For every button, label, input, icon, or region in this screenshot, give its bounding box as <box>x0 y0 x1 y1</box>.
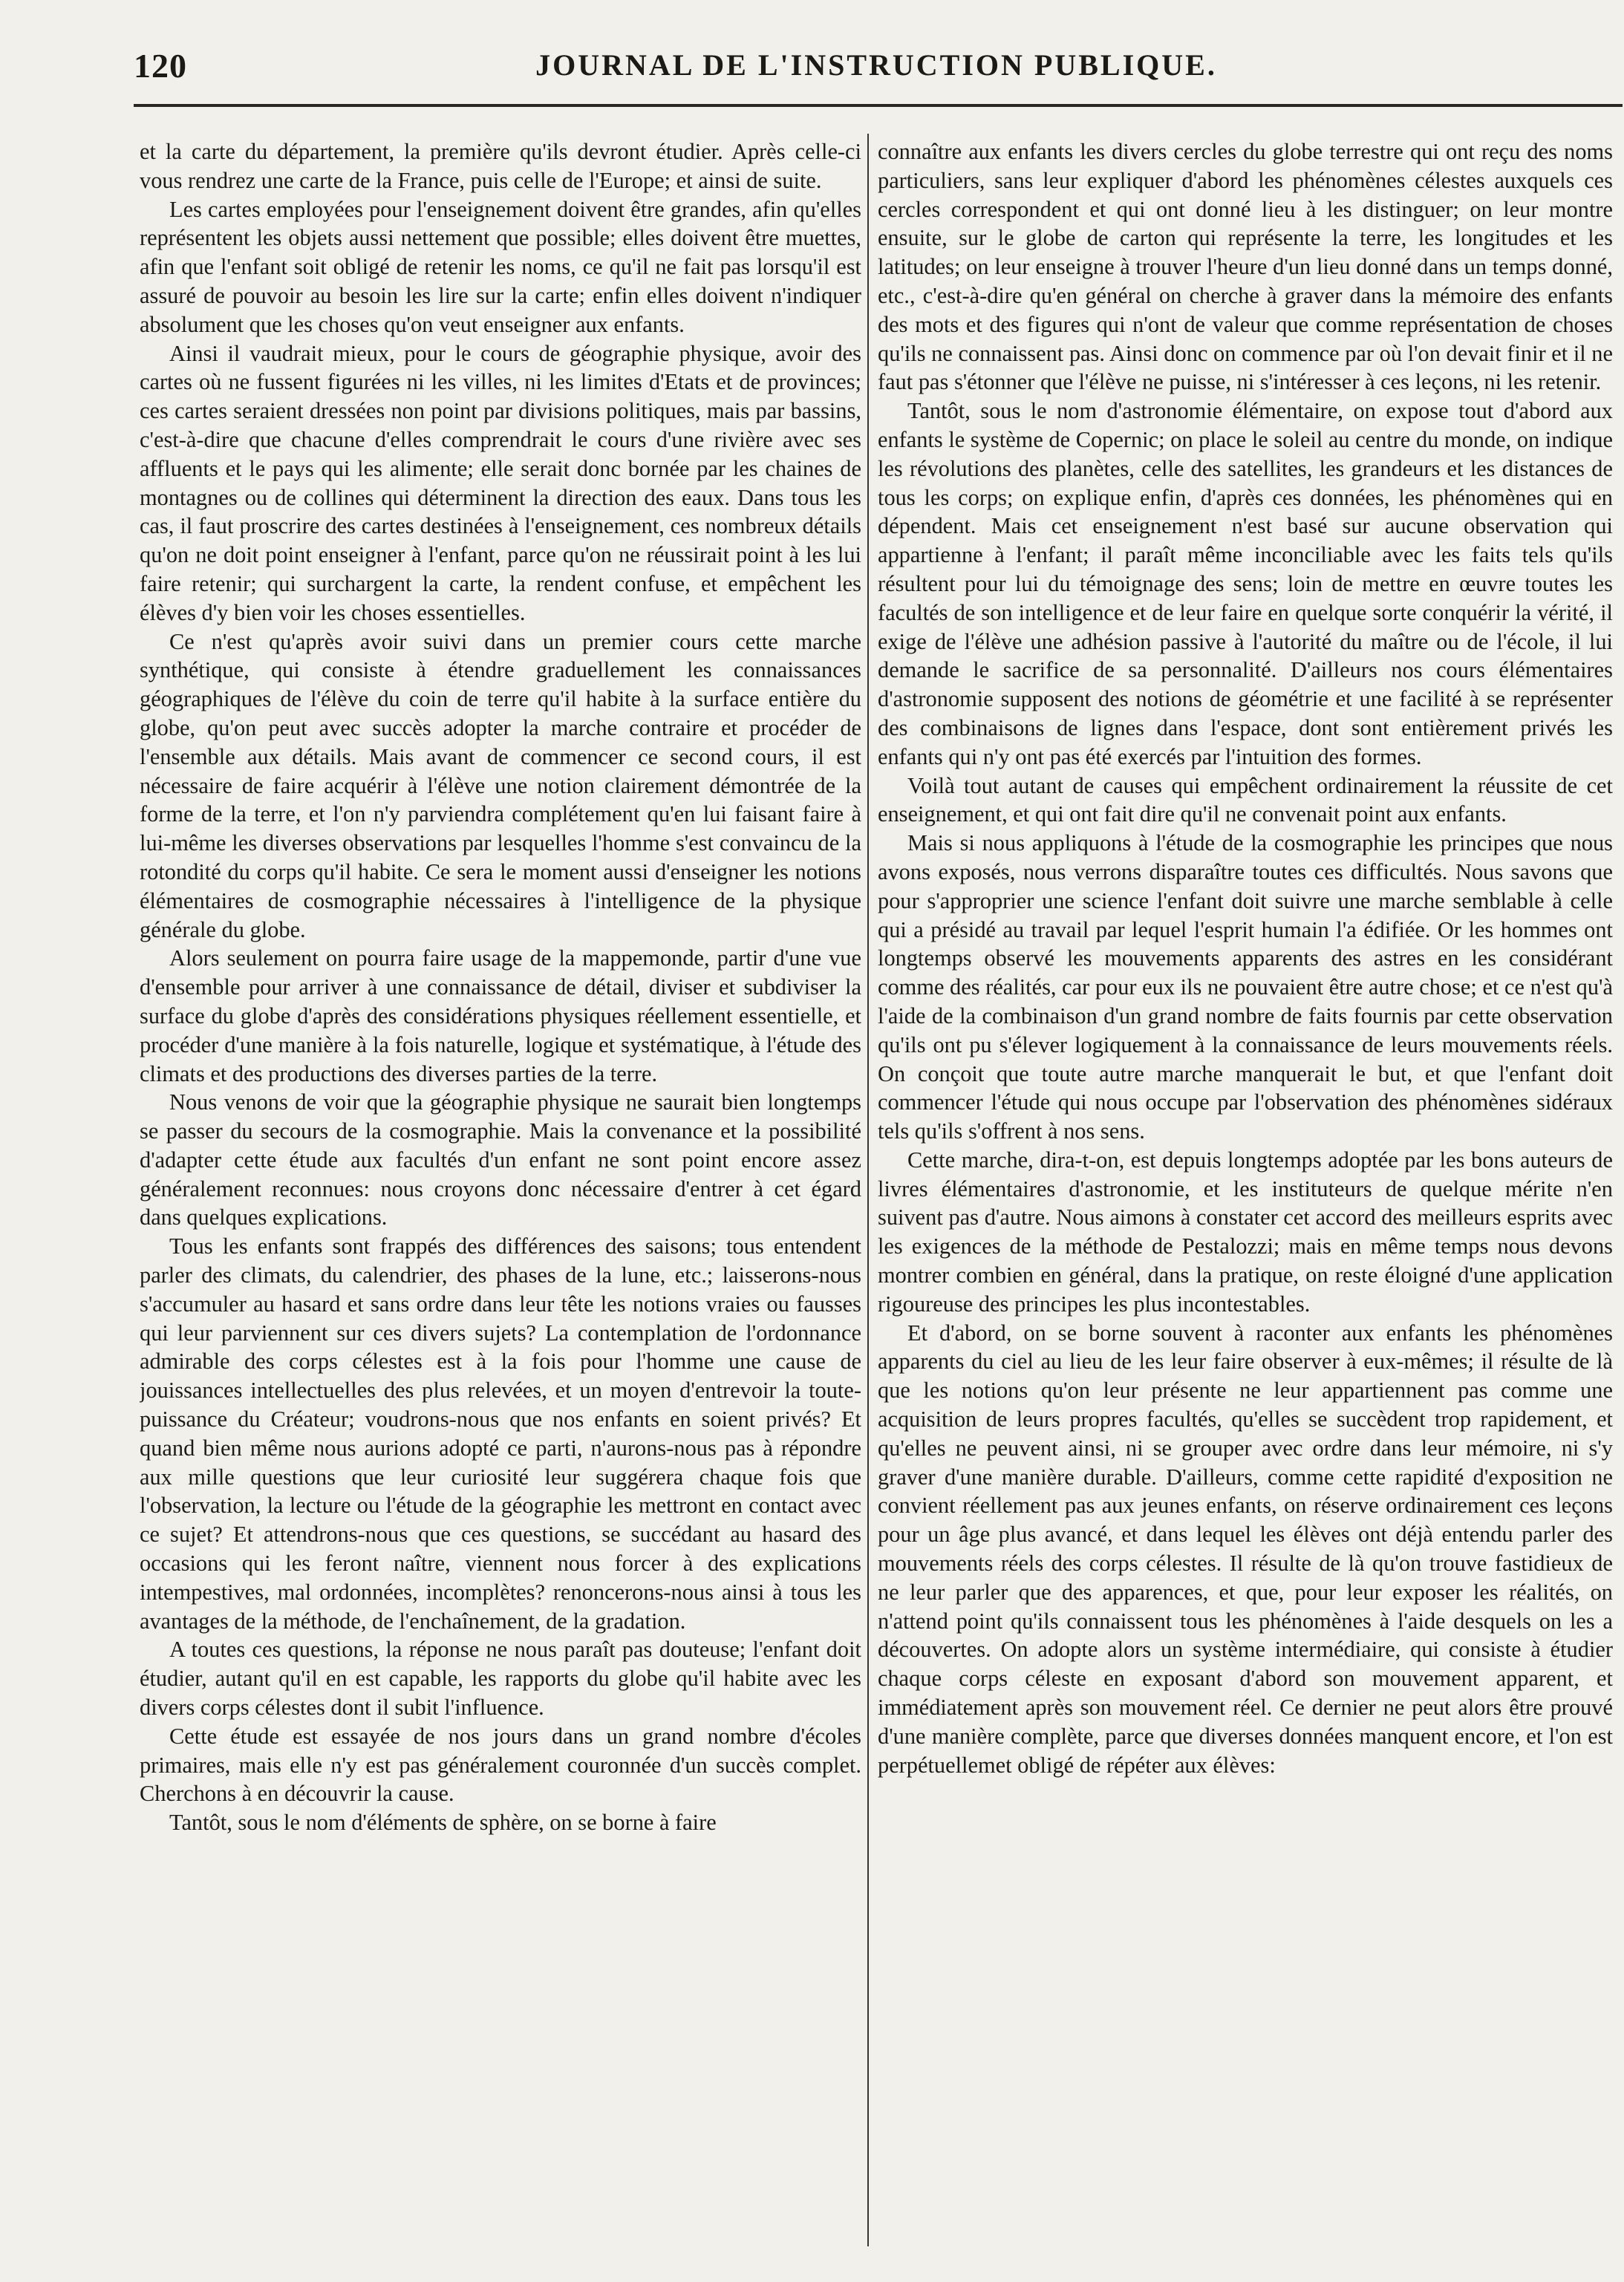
paragraph: connaître aux enfants les divers cercles du globe terrestre qui ont reçu des noms particuliers, sans leur expliquer d'abord les phénomènes célestes auxquels ces cercles correspondent et qui ont donné lieu à les distinguer; on leur montre ensuite, sur le globe de carton qui représente la terre, les longitudes et les latitudes; on leur enseigne à trouver l'heure d'un lieu donné dans un temps donné, etc., c'est-à-dire qu'en général on cherche à graver dans la mémoire des enfants des mots et des figures qui n'ont de valeur que comme représentation de choses qu'ils ne connaissent pas. Ainsi donc on commence par où l'on devait finir et il ne faut pas s'étonner que l'élève ne puisse, ni s'intéresser à ces leçons, ni les retenir. <box>878 139 1613 395</box>
header-rule <box>134 104 1623 107</box>
paragraph: Nous venons de voir que la géographie physique ne saurait bien longtemps se passer du secours de la cosmographie. Mais la convenance et la possibilité d'adapter cette étude aux facultés d'un enfant ne sont point encore assez généralement reconnues: nous croyons donc nécessaire d'entrer à cet égard dans quelques explications. <box>140 1089 861 1230</box>
paragraph: Ce n'est qu'après avoir suivi dans un premier cours cette marche synthétique, qui consiste à étendre graduellement les connaissances géographiques de l'élève du coin de terre qu'il habite à la surface entière du globe, qu'on peut avec succès adopter la marche contraire et procéder de l'ensemble aux détails. Mais avant de commencer ce second cours, il est nécessaire de faire acquérir à l'élève une notion clairement démontrée de la forme de la terre, et l'on n'y parviendra complétement qu'en lui faisant faire à lui-même les diverses observations par lesquelles l'homme s'est convaincu de la rotondité du corps qu'il habite. Ce sera le moment aussi d'enseigner les notions élémentaires de cosmographie nécessaires à l'intelligence de la physique générale du globe. <box>140 628 861 942</box>
paragraph: Tantôt, sous le nom d'astronomie élémentaire, on expose tout d'abord aux enfants le système de Copernic; on place le soleil au centre du monde, on indique les révolutions des planètes, celle des satellites, les grandeurs et les distances de tous les corps; on explique enfin, d'après ces données, les phénomènes qui en dépendent. Mais cet enseignement n'est basé sur aucune observation qui appartienne à l'enfant; il paraît même inconciliable avec les faits tels qu'ils résultent pour lui du témoignage des sens; loin de mettre en œuvre toutes les facultés de son intelligence et de leur faire en quelque sorte conquérir la vérité, il exige de l'élève une adhésion passive à l'autorité du maître ou de l'école, il lui demande le sacrifice de sa personnalité. D'ailleurs nos cours élémentaires d'astronomie supposent des notions de géométrie et une facilité à se représenter des combinaisons de lignes dans l'espace, dont sont entièrement privés les enfants qui n'y ont pas été exercés par l'intuition des formes. <box>878 398 1613 769</box>
paragraph: A toutes ces questions, la réponse ne nous paraît pas douteuse; l'enfant doit étudier, autant qu'il en est capable, les rapports du globe qu'il habite avec les divers corps célestes dont il subit l'influence. <box>140 1637 861 1721</box>
paragraph: Tous les enfants sont frappés des différences des saisons; tous entendent parler des climats, du calendrier, des phases de la lune, etc.; laisserons-nous s'accumuler au hasard et sans ordre dans leur tête les notions vraies ou fausses qui leur parviennent sur ces divers sujets? La contemplation de l'ordonnance admirable des corps célestes est à la fois pour l'homme une cause de jouissances intellectuelles des plus relevées, et un moyen d'entrevoir la toute-puissance du Créateur; voudrons-nous que nos enfants en soient privés? Et quand bien même nous aurions adopté ce parti, n'aurons-nous pas à répondre aux mille questions que leur curiosité leur suggérera chaque fois que l'observation, la lecture ou l'étude de la géographie les mettront en contact avec ce sujet? Et attendrons-nous que ces questions, se succédant au hasard des occasions qui les feront naître, viennent nous forcer à des explications intempestives, mal ordonnées, incomplètes? renoncerons-nous ainsi à tous les avantages de la méthode, de l'enchaînement, de la gradation. <box>140 1233 861 1634</box>
paragraph: Et d'abord, on se borne souvent à raconter aux enfants les phénomènes apparents du ciel au lieu de les leur faire observer à eux-mêmes; il résulte de là que les notions qu'on leur présente ne leur appartiennent pas comme une acquisition de leurs propres facultés, qu'elles se succèdent trop rapidement, et qu'elles ne peuvent ainsi, ni se grouper avec ordre dans leur mémoire, ni s'y graver d'une manière durable. D'ailleurs, comme cette rapidité d'exposition ne convient réellement pas aux jeunes enfants, on réserve ordinairement ces leçons pour un âge plus avancé, et dans lequel les élèves ont déjà entendu parler des mouvements réels des corps célestes. Il résulte de là qu'on trouve fastidieux de ne leur parler que des apparences, et que, pour leur exposer les réalités, on n'attend point qu'ils connaissent tous les phénomènes à l'aide desquels on les a découvertes. On adopte alors un système intermédiaire, qui consiste à étudier chaque corps céleste en exposant d'abord son mouvement apparent, et immédiatement après son mouvement réel. Ce dernier ne peut alors être prouvé d'une manière complète, parce que diverses données manquent encore, et l'on est perpétuellemet obligé de répéter aux élèves: <box>878 1320 1613 1778</box>
running-title: JOURNAL DE L'INSTRUCTION PUBLIQUE. <box>535 48 1217 82</box>
paragraph: Alors seulement on pourra faire usage de la mappemonde, partir d'une vue d'ensemble pour arriver à une connaissance de détail, diviser et subdiviser la surface du globe d'après des considérations physiques réellement essentielle, et procéder d'une manière à la fois naturelle, logique et systématique, à l'étude des climats et des productions des diverses parties de la terre. <box>140 945 861 1086</box>
paragraph: Mais si nous appliquons à l'étude de la cosmographie les principes que nous avons exposés, nous verrons disparaître toutes ces difficultés. Nous savons que pour s'approprier une science l'enfant doit suivre une marche semblable à celle qui a présidé au travail par lequel l'esprit humain l'a édifiée. Or les hommes ont longtemps observé les mouvements apparents des astres en les considérant comme des réalités, car pour eux ils ne pouvaient être autre chose; et ce n'est qu'à l'aide de la combinaison d'un grand nombre de faits fournis par cette observation qu'ils ont pu s'élever logiquement à la connaissance de leurs mouvements réels. On conçoit que toute autre marche manquerait le but, et que l'enfant doit commencer l'étude qui nous occupe par l'observation des phénomènes sidéraux tels qu'ils s'offrent à nos sens. <box>878 830 1613 1144</box>
paragraph: Les cartes employées pour l'enseignement doivent être grandes, afin qu'elles représentent les objets aussi nettement que possible; elles doivent être muettes, afin que l'enfant soit obligé de retenir les noms, ce qu'il ne fait pas lorsqu'il est assuré de pouvoir au besoin les lire sur la carte; enfin elles doivent n'indiquer absolument que les choses qu'on veut enseigner aux enfants. <box>140 196 861 337</box>
paragraph: et la carte du département, la première qu'ils devront étudier. Après celle-ci vous rendrez une carte de la France, puis celle de l'Europe; et ainsi de suite. <box>140 139 861 193</box>
column-divider <box>867 134 869 2246</box>
paragraph: Voilà tout autant de causes qui empêchent ordinairement la réussite de cet enseignement, et qui ont fait dire qu'il ne convenait point aux enfants. <box>878 772 1613 827</box>
right-column <box>878 137 1613 2246</box>
left-column <box>140 137 861 2246</box>
page-header <box>126 46 1624 98</box>
paragraph: Cette étude est essayée de nos jours dans un grand nombre d'écoles primaires, mais elle n'y est pas généralement couronnée d'un succès complet. Cherchons à en découvrir la cause. <box>140 1723 861 1807</box>
page-number: 120 <box>134 47 187 85</box>
paragraph: Tantôt, sous le nom d'éléments de sphère, on se borne à faire <box>169 1810 717 1836</box>
paragraph: Cette marche, dira-t-on, est depuis longtemps adoptée par les bons auteurs de livres élémentaires d'astronomie, et les instituteurs de quelque mérite n'en suivent pas d'autre. Nous aimons à constater cet accord des meilleurs esprits avec les exigences de la méthode de Pestalozzi; mais en même temps nous devons montrer combien en général, dans la pratique, on reste éloigné d'une application rigoureuse des principes les plus incontestables. <box>878 1147 1613 1317</box>
paragraph: Ainsi il vaudrait mieux, pour le cours de géographie physique, avoir des cartes où ne fussent figurées ni les villes, ni les limites d'Etats et de provinces; ces cartes seraient dressées non point par divisions politiques, mais par bassins, c'est-à-dire que chacune d'elles comprendrait le cours d'une rivière avec ses affluents et le pays qui les alimente; elle serait donc bornée par les chaines de montagnes ou de collines qui déterminent la direction des eaux. Dans tous les cas, il faut proscrire des cartes destinées à l'enseignement, ces nombreux détails qu'on ne doit point enseigner à l'enfant, parce qu'on ne réussirait point à les lui faire retenir; qui surchargent la carte, la rendent confuse, et empêchent les élèves d'y bien voir les choses essentielles. <box>140 340 861 625</box>
